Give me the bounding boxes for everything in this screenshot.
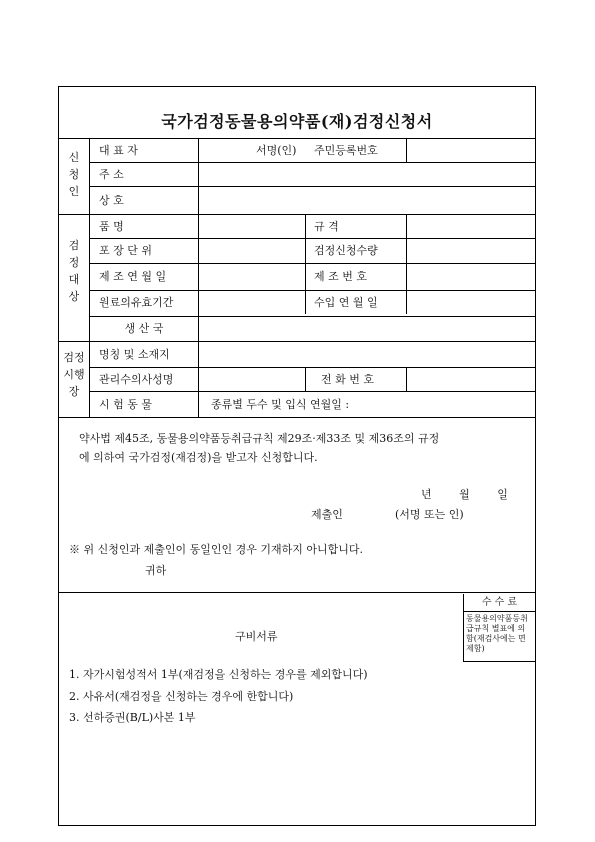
subject-group-label [59,237,89,305]
representative-label: 대 표 자 [99,144,138,157]
addressee: 귀하 [145,564,167,577]
import-date-label: 수입 연 월 일 [314,296,378,309]
row-line [89,367,535,368]
document-item: 1. 자가시험성적서 1부(재검정을 신청하는 경우를 제외합니다) [69,668,368,681]
group-char: 인 [68,185,80,199]
row-line [89,391,535,392]
mfg-date-label: 제 조 연 월 일 [99,270,167,283]
fee-label: 수 수 료 [464,594,535,612]
group-col-line [89,138,90,417]
mid-col-line [406,367,407,392]
declaration-line-2: 에 의하여 국가검정(재검정)을 받고자 신청합니다. [79,451,318,464]
expiry-label: 원료의유효기간 [99,296,174,309]
address-label: 주 소 [99,168,124,181]
section-line [59,214,535,215]
vet-name-label: 관리수의사성명 [99,373,174,386]
group-char: 대 [68,273,80,287]
table-bottom-line [59,417,535,418]
test-site-group-label [59,349,89,400]
origin-label: 생 산 국 [124,322,164,335]
documents-heading: 구비서류 [235,630,278,643]
group-char: 검 [68,239,80,252]
group-char: 장 [68,385,80,399]
declaration-line-1: 약사법 제45조, 동물용의약품등취급규칙 제29조·제33조 및 제36조의 규정 [79,432,440,445]
resident-no-label: 주민등록번호 [314,144,378,157]
test-animal-label: 시 험 동 물 [99,398,152,411]
spec-label: 규 격 [314,220,339,233]
mid-col-line [406,214,407,314]
mid-col-line [305,367,306,392]
group-char: 검정 [63,351,85,364]
mid-col-line [305,214,306,314]
declaration-bottom-line [59,592,535,593]
row-line [89,238,535,239]
notice-text: ※ 위 신청인과 제출인이 동일인인 경우 기재하지 아니합니다. [69,543,363,556]
group-char: 상 [68,290,80,304]
group-char: 청 [68,168,80,182]
lot-no-label: 제 조 번 호 [314,270,367,283]
group-char: 시행 [63,368,85,382]
product-name-label: 품 명 [99,220,124,233]
mid-col-line [406,138,407,162]
package-unit-label: 포 장 단 위 [99,244,152,257]
row-line [89,186,535,187]
document-item: 3. 선하증권(B/L)사본 1부 [69,711,196,724]
quantity-label: 검정신청수량 [314,244,378,257]
phone-label: 전 화 번 호 [321,373,374,386]
applicant-group-label [59,149,89,200]
name-location-label: 명칭 및 소재지 [99,348,170,361]
date-line: 년 월 일 [421,488,508,501]
submitter-label: 제출인 [311,508,343,521]
row-line [89,316,535,317]
section-line [59,341,535,342]
application-form [58,86,536,826]
row-line [89,162,535,163]
submitter-sign: (서명 또는 인) [395,508,464,521]
document-item: 2. 사유서(재검정을 신청하는 경우에 한합니다) [69,690,294,703]
fee-note: 동물용의약품등취급규칙 별표에 의함(재검사에는 면제함) [466,614,528,653]
row-line [89,290,535,291]
fee-box [463,594,535,662]
row-line [89,263,535,264]
signature-label: 서명(인) [256,144,297,157]
group-char: 신 [68,151,80,164]
label-col-line [198,138,199,417]
trade-name-label: 상 호 [99,194,124,207]
test-animal-detail: 종류별 두수 및 입식 연월일 : [211,398,350,411]
group-char: 정 [68,256,80,270]
form-title: 국가검정동물용의약품(재)검정신청서 [161,112,433,131]
table-top-line [59,138,535,139]
